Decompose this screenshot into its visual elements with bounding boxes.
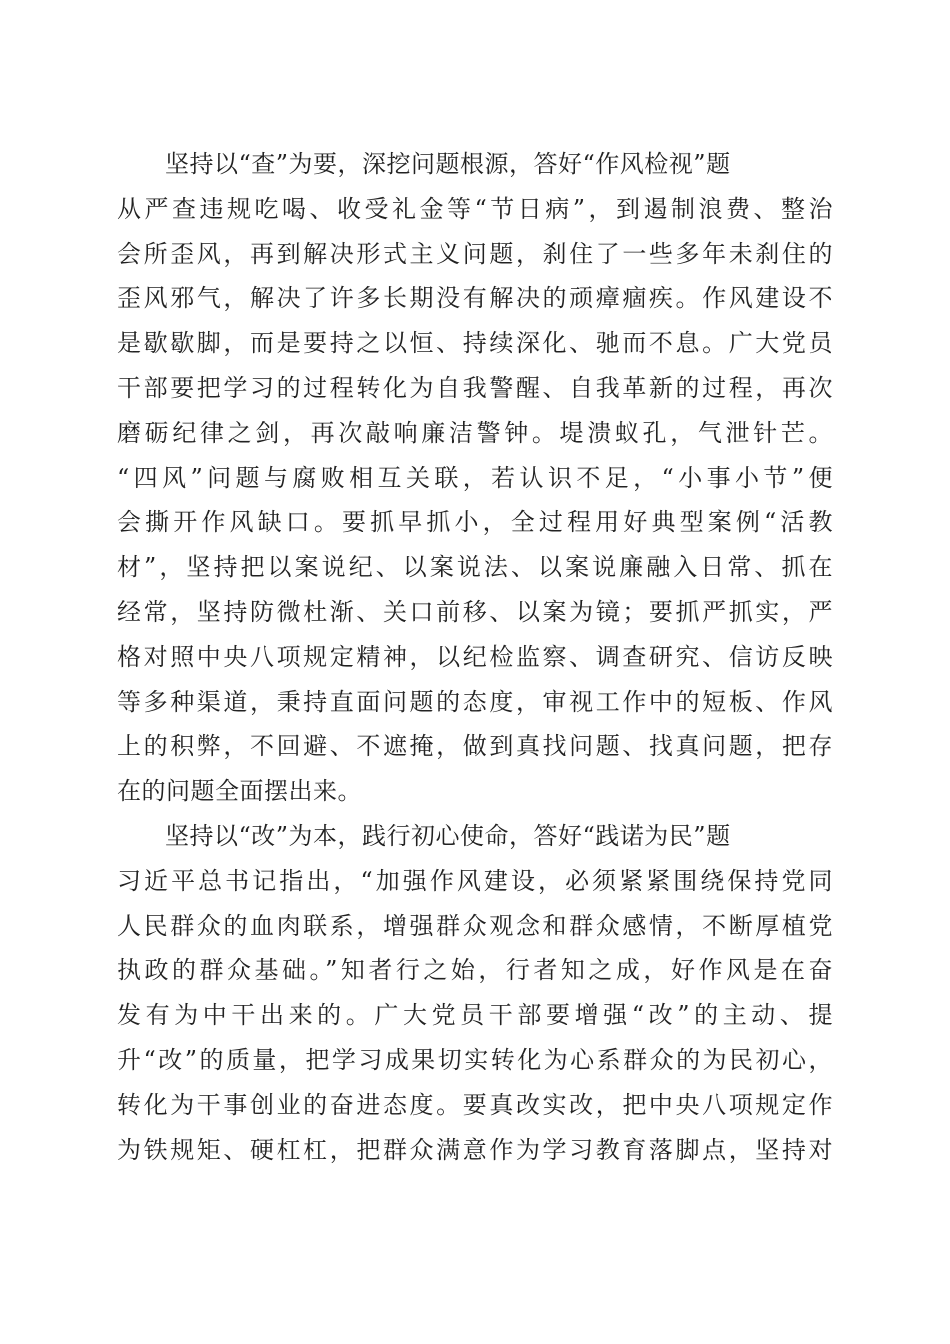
paragraph-line: 歪风邪气，解决了许多长期没有解决的顽瘴痼疾。作风建设不	[117, 284, 833, 313]
paragraph-2	[117, 814, 833, 1172]
paragraph-line: 会所歪风，再到解决形式主义问题，刹住了一些多年未刹住的	[117, 239, 833, 268]
paragraph-line: 在的问题全面摆出来。	[117, 777, 362, 806]
paragraph-line: 干部要把学习的过程转化为自我警醒、自我革新的过程，再次	[117, 373, 833, 402]
paragraph-line: 为铁规矩、硬杠杠，把群众满意作为学习教育落脚点，坚持对	[117, 1135, 833, 1164]
paragraph-line: 格对照中央八项规定精神，以纪检监察、调查研究、信访反映	[117, 642, 833, 671]
paragraph-line: 材”，坚持把以案说纪、以案说法、以案说廉融入日常、抓在	[117, 553, 833, 582]
paragraph-line: 习近平总书记指出，“加强作风建设，必须紧紧围绕保持党同	[117, 866, 833, 895]
paragraph-line: “四风”问题与腐败相互关联，若认识不足，“小事小节”便	[117, 463, 833, 492]
paragraph-line: 坚持以“改”为本，践行初心使命，答好“践诺为民”题	[165, 821, 731, 850]
paragraph-line: 从严查违规吃喝、收受礼金等“节日病”，到遏制浪费、整治	[117, 194, 833, 223]
paragraph-line: 转化为干事创业的奋进态度。要真改实改，把中央八项规定作	[117, 1090, 833, 1119]
paragraph-line: 发有为中干出来的。广大党员干部要增强“改”的主动、提	[117, 1001, 833, 1030]
paragraph-line: 是歇歇脚，而是要持之以恒、持续深化、驰而不息。广大党员	[117, 329, 833, 358]
paragraph-line: 执政的群众基础。”知者行之始，行者知之成，好作风是在奋	[117, 956, 833, 985]
paragraph-line: 经常，坚持防微杜渐、关口前移、以案为镜；要抓严抓实，严	[117, 597, 833, 626]
body-text	[117, 142, 833, 1172]
paragraph-line: 坚持以“查”为要，深挖问题根源，答好“作风检视”题	[165, 150, 731, 178]
paragraph-1	[117, 142, 833, 814]
paragraph-line: 等多种渠道，秉持直面问题的态度，审视工作中的短板、作风	[117, 687, 833, 716]
paragraph-line: 磨砺纪律之剑，再次敲响廉洁警钟。堤溃蚁孔，气泄针芒。	[117, 418, 833, 447]
paragraph-line: 会撕开作风缺口。要抓早抓小，全过程用好典型案例“活教	[117, 508, 833, 537]
paragraph-line: 升“改”的质量，把学习成果切实转化为心系群众的为民初心，	[117, 1045, 833, 1074]
paragraph-line: 上的积弊，不回避、不遮掩，做到真找问题、找真问题，把存	[117, 732, 833, 761]
paragraph-line: 人民群众的血肉联系，增强群众观念和群众感情，不断厚植党	[117, 911, 833, 940]
